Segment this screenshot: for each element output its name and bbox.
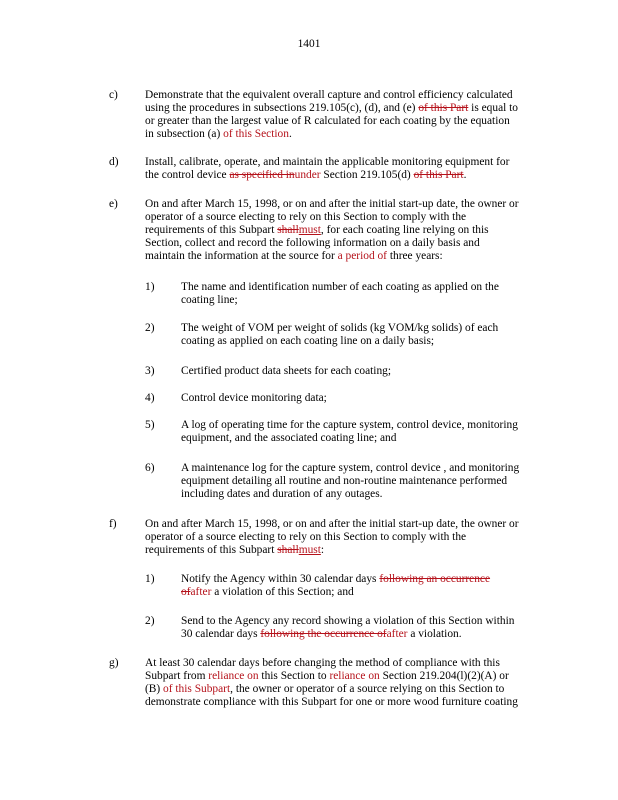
inserted-text: under (294, 169, 321, 181)
text-line: On and after March 15, 1998, or on and after the initial start-up date, the owner or (145, 198, 519, 210)
struck-text: of this Part (418, 102, 469, 114)
subitem-label: 1) (145, 281, 155, 293)
text-line: Demonstrate that the equivalent overall capture and control efficiency calculated (145, 89, 513, 101)
struck-text: following an occurrence (379, 573, 491, 585)
subitem-label: 3) (145, 365, 155, 377)
inserted-text: must (298, 544, 321, 556)
item-label: e) (109, 198, 118, 210)
text-line: operator of a source electing to rely on this Section to comply with the (145, 531, 467, 543)
subitem-label: 6) (145, 462, 155, 474)
text-line: or greater than the largest value of R calculated for each coating by the equation (145, 115, 510, 127)
text-line: coating line; (181, 294, 238, 306)
text-line: Section, collect and record the following information on a daily basis and (145, 237, 480, 249)
text-line: coating as applied on each coating line on a daily basis; (181, 335, 435, 347)
struck-text: as specified in (229, 169, 295, 181)
text-line: maintain the information at the source for a period of three years: (145, 250, 443, 262)
text-line: The name and identification number of each coating as applied on the (181, 281, 499, 293)
subitem-label: 1) (145, 573, 155, 585)
text-line: Send to the Agency any record showing a violation of this Section within (181, 615, 515, 627)
inserted-text: reliance on (208, 670, 259, 682)
inserted-text: of this Subpart (163, 683, 231, 695)
item-label: c) (109, 89, 118, 101)
item-label: g) (109, 657, 119, 669)
inserted-text: must (298, 224, 321, 236)
text-line: On and after March 15, 1998, or on and after the initial start-up date, the owner or (145, 518, 519, 530)
subitem-label: 2) (145, 322, 155, 334)
text-line: The weight of VOM per weight of solids (kg VOM/kg solids) of each (181, 322, 499, 334)
struck-text: of (181, 586, 191, 598)
text-line: (B) of this Subpart, the owner or operator of a source relying on this Section to (145, 683, 505, 695)
text-line: Control device monitoring data; (181, 392, 327, 404)
text-line: equipment detailing all routine and non-routine maintenance performed (181, 475, 508, 487)
struck-text: shall (277, 224, 299, 236)
struck-text: of this Part (413, 169, 464, 181)
page-number: 1401 (297, 38, 321, 50)
text-line: in subsection (a) of this Section. (145, 128, 292, 140)
text-line: ofafter a violation of this Section; and (181, 586, 354, 598)
text-line: demonstrate compliance with this Subpart for one or more wood furniture coating (145, 696, 518, 708)
subitem-label: 2) (145, 615, 155, 627)
inserted-text: a period of (337, 250, 387, 262)
text-line: including dates and duration of any outages. (181, 488, 383, 500)
struck-text: shall (277, 544, 299, 556)
text-line: equipment, and the associated coating line; and (181, 432, 397, 444)
text-line: At least 30 calendar days before changing the method of compliance with this (145, 657, 500, 669)
item-label: d) (109, 156, 119, 168)
text-line: A maintenance log for the capture system, control device , and monitoring (181, 462, 520, 474)
inserted-text: after (190, 586, 212, 598)
subitem-label: 5) (145, 419, 155, 431)
text-line: requirements of this Subpart shallmust, for each coating line relying on this (145, 224, 489, 236)
text-line: Certified product data sheets for each coating; (181, 365, 392, 377)
text-line: A log of operating time for the capture system, control device, monitoring (181, 419, 518, 431)
text-line: using the procedures in subsections 219.105(c), (d), and (e) of this Part is equal to (145, 102, 518, 114)
text-line: Install, calibrate, operate, and maintain the applicable monitoring equipment for (145, 156, 510, 168)
inserted-text: after (386, 628, 408, 640)
text-line: 30 calendar days following the occurrence ofafter a violation. (181, 628, 462, 640)
inserted-text: of this Section (223, 128, 289, 140)
text-line: Subpart from reliance on this Section to reliance on Section 219.204(l)(2)(A) or (145, 670, 509, 682)
text-line: requirements of this Subpart shallmust: (145, 544, 325, 556)
text-line: the control device as specified inunder Section 219.105(d) of this Part. (145, 169, 467, 181)
inserted-text: reliance on (329, 670, 380, 682)
struck-text: following the occurrence of (260, 628, 387, 640)
text-line: operator of a source electing to rely on this Section to comply with the (145, 211, 467, 223)
item-label: f) (109, 518, 117, 530)
text-line: Notify the Agency within 30 calendar days following an occurrence (181, 573, 491, 585)
subitem-label: 4) (145, 392, 155, 404)
